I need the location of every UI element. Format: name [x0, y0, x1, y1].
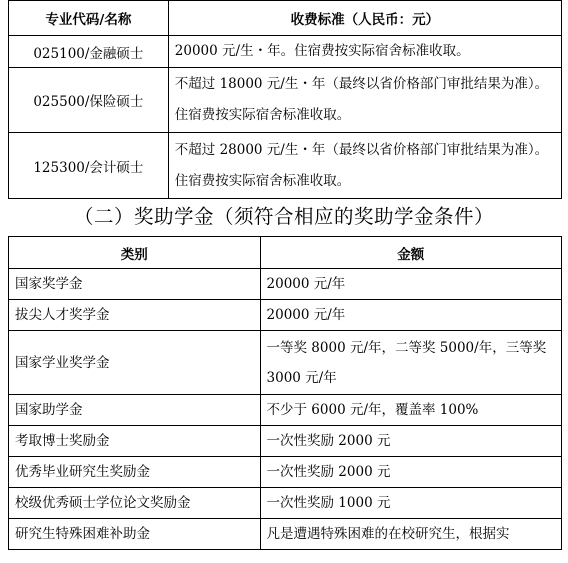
amount-cell: 一次性奖励 1000 元 — [260, 488, 561, 519]
table-row — [9, 133, 562, 199]
table-row — [9, 457, 562, 488]
scholarship-table — [8, 236, 562, 550]
program-code-cell: 025500/保险硕士 — [9, 68, 169, 133]
category-cell: 拔尖人才奖学金 — [9, 300, 261, 331]
table-row — [9, 36, 562, 68]
table-row — [9, 269, 562, 300]
fee-standard-cell: 不超过 18000 元/生・年（最终以省价格部门审批结果为准）。住宿费按实际宿舍标准收取。 — [168, 68, 561, 133]
table-row — [9, 331, 562, 395]
table-row — [9, 519, 562, 550]
table-row — [9, 395, 562, 426]
amount-cell: 20000 元/年 — [260, 269, 561, 300]
program-code-cell: 025100/金融硕士 — [9, 36, 169, 68]
column-header-amount: 金额 — [260, 237, 561, 269]
amount-cell: 一等奖 8000 元/年，二等奖 5000/年，三等奖 3000 元/年 — [260, 331, 561, 395]
section-heading: （二）奖助学金（须符合相应的奖助学金条件） — [73, 205, 494, 228]
category-cell: 国家学业奖学金 — [9, 331, 261, 395]
column-header-category: 类别 — [9, 237, 261, 269]
category-cell: 国家奖学金 — [9, 269, 261, 300]
table-row — [9, 488, 562, 519]
amount-cell: 20000 元/年 — [260, 300, 561, 331]
category-cell: 研究生特殊困难补助金 — [9, 519, 261, 550]
column-header-program-code: 专业代码/名称 — [9, 1, 169, 36]
category-cell: 考取博士奖励金 — [9, 426, 261, 457]
table-header-row — [9, 237, 562, 269]
category-cell: 国家助学金 — [9, 395, 261, 426]
program-code-cell: 125300/会计硕士 — [9, 133, 169, 199]
category-cell: 校级优秀硕士学位论文奖励金 — [9, 488, 261, 519]
tuition-fee-table — [8, 0, 562, 199]
table-row — [9, 426, 562, 457]
amount-cell: 一次性奖励 2000 元 — [260, 457, 561, 488]
table-header-row — [9, 1, 562, 36]
table-row — [9, 68, 562, 133]
fee-standard-cell: 不超过 28000 元/生・年（最终以省价格部门审批结果为准）。住宿费按实际宿舍标准收取。 — [168, 133, 561, 199]
amount-cell: 不少于 6000 元/年，覆盖率 100% — [260, 395, 561, 426]
column-header-fee-standard: 收费标准（人民币：元） — [168, 1, 561, 36]
table-row — [9, 300, 562, 331]
fee-standard-cell: 20000 元/生・年。住宿费按实际宿舍标准收取。 — [168, 36, 561, 68]
amount-cell: 凡是遭遇特殊困难的在校研究生，根据实 — [260, 519, 561, 550]
category-cell: 优秀毕业研究生奖励金 — [9, 457, 261, 488]
amount-cell: 一次性奖励 2000 元 — [260, 426, 561, 457]
